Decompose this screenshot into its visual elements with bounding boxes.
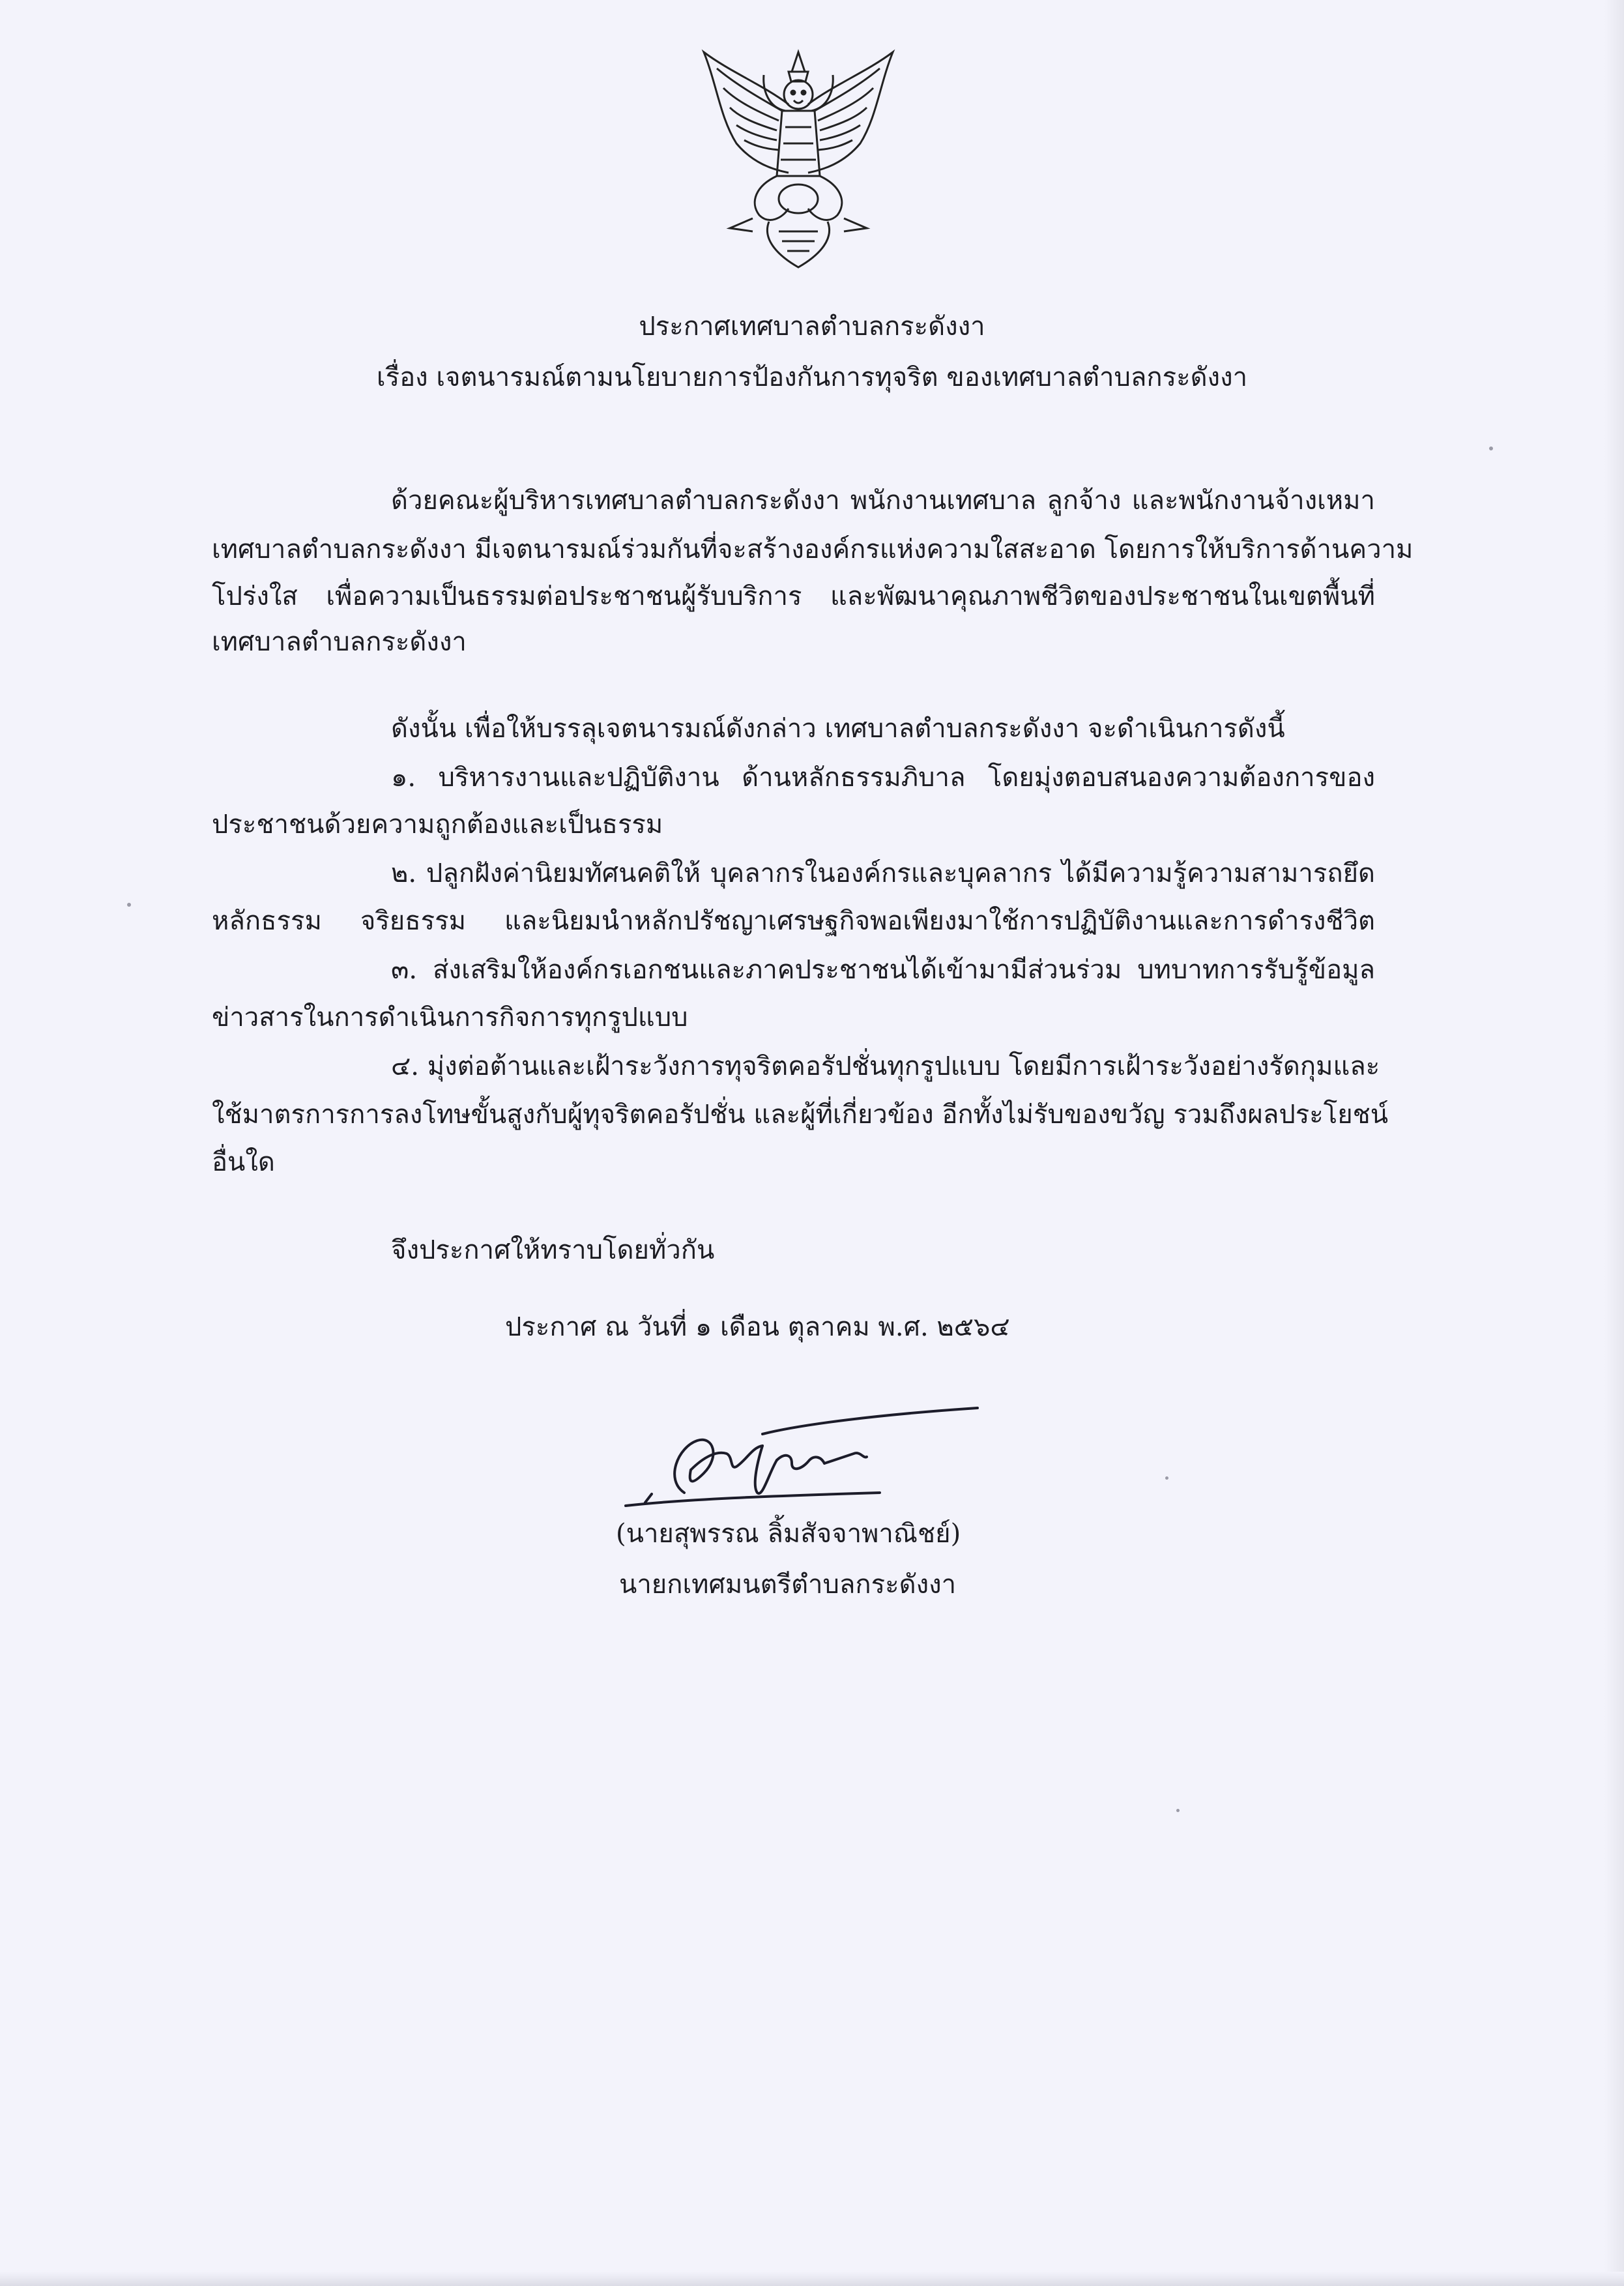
announcement-title: ประกาศเทศบาลตำบลกระดังงา [639,312,985,342]
list-item-line: ๓. ส่งเสริมให้องค์กรเอกชนและภาคประชาชนได้เข้ามามีส่วนร่วม บทบาทการรับรู้ข้อมูล [391,955,1375,985]
paragraph-2-intro: ดังนั้น เพื่อให้บรรลุเจตนารมณ์ดังกล่าว เทศบาลตำบลกระดังงา จะดำเนินการดังนี้ [391,714,1285,744]
scan-speck [1489,447,1493,450]
scan-speck [1176,1809,1180,1812]
paragraph-1-line: เทศบาลตำบลกระดังงา มีเจตนารมณ์ร่วมกันที่จะสร้างองค์กรแห่งความใสสะอาด โดยการให้บริการด้านความ [212,535,1414,564]
list-item-line: ๒. ปลูกฝังค่านิยมทัศนคติให้ บุคลากรในองค์กรและบุคลากร ได้มีความรู้ความสามารถยึด [391,858,1375,888]
announcement-subject: เรื่อง เจตนารมณ์ตามนโยบายการป้องกันการทุจริต ของเทศบาลตำบลกระดังงา [376,362,1248,392]
announcement-date: ประกาศ ณ วันที่ ๑ เดือน ตุลาคม พ.ศ. ๒๕๖๔ [505,1312,1010,1342]
list-item-line: ๑. บริหารงานและปฏิบัติงาน ด้านหลักธรรมภิบาล โดยมุ่งตอบสนองความต้องการของ [391,763,1375,793]
paragraph-1-line: เทศบาลตำบลกระดังงา [212,627,467,657]
list-item-line: ประชาชนด้วยความถูกต้องและเป็นธรรม [212,810,663,840]
scan-speck [1165,1476,1168,1480]
paragraph-1-line: โปร่งใส เพื่อความเป็นธรรมต่อประชาชนผู้รับบริการ และพัฒนาคุณภาพชีวิตของประชาชนในเขตพื้นที่ [212,581,1375,611]
scan-edge-right [1604,0,1624,2286]
list-item-line: ๔. มุ่งต่อต้านและเฝ้าระวังการทุจริตคอรัปชั่นทุกรูปแบบ โดยมีการเฝ้าระวังอย่างรัดกุมและ [391,1051,1380,1081]
closing-text: จึงประกาศให้ทราบโดยทั่วกัน [391,1235,715,1265]
signatory-position: นายกเทศมนตรีตำบลกระดังงา [619,1570,957,1600]
list-item-line: หลักธรรม จริยธรรม และนิยมนำหลักปรัชญาเศรษฐกิจพอเพียงมาใช้การปฏิบัติงานและการดำรงชีวิต [212,906,1375,936]
scan-edge-bottom [0,2272,1624,2286]
list-item-line: อื่นใด [212,1147,275,1177]
handwritten-signature [606,1395,997,1525]
paragraph-1-line: ด้วยคณะผู้บริหารเทศบาลตำบลกระดังงา พนักงานเทศบาล ลูกจ้าง และพนักงานจ้างเหมา [391,486,1375,516]
list-item-line: ข่าวสารในการดำเนินการกิจการทุกรูปแบบ [212,1003,688,1033]
signatory-name: (นายสุพรรณ ลิ้มสัจจาพาณิชย์) [616,1519,961,1549]
scan-speck [127,903,131,907]
list-item-line: ใช้มาตรการการลงโทษขั้นสูงกับผู้ทุจริตคอรัปชั่น และผู้ที่เกี่ยวข้อง อีกทั้งไม่รับของขวัญ รวมถึงผลประโยชน์ [212,1100,1389,1130]
garuda-emblem [691,46,906,274]
